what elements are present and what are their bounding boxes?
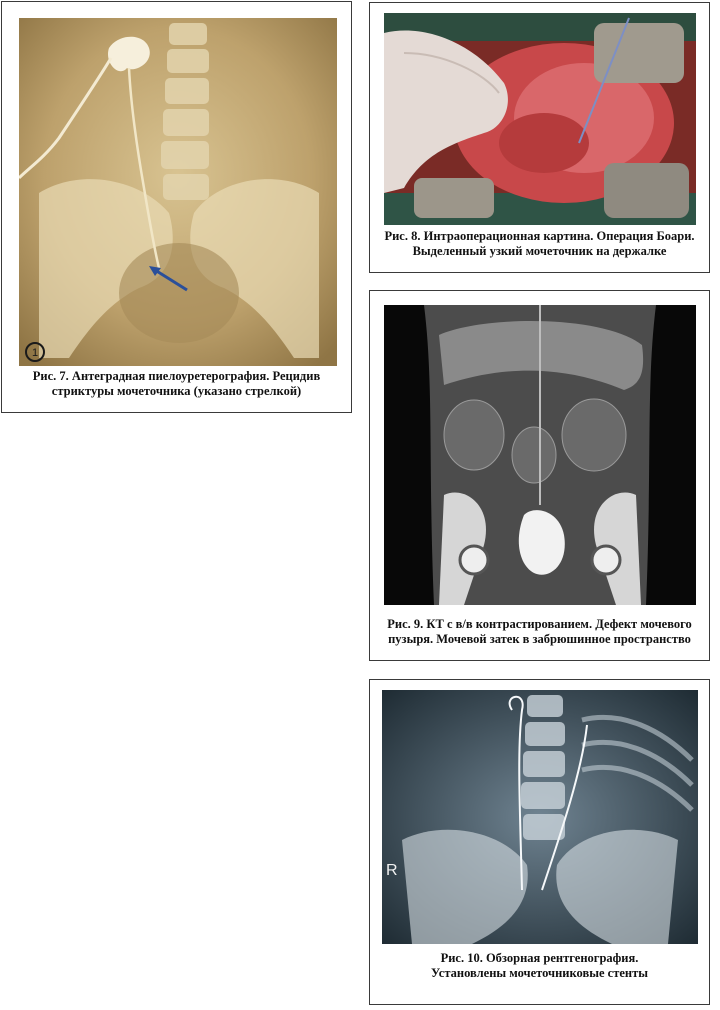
figure-7-xray-image (19, 18, 337, 366)
figure-7-caption-line-2: стриктуры мочеточника (указано стрелкой) (51, 384, 302, 398)
figure-10 (369, 679, 710, 1005)
figure-7-caption-line-1: Рис. 7. Антеградная пиелоуретерография. Рецидив (32, 369, 321, 383)
figure-9-caption-line-2: пузыря. Мочевой затек в забрюшинное пространство (388, 632, 691, 646)
figure-8-caption-line-2: Выделенный узкий мочеточник на держалке (412, 244, 667, 258)
figure-8-caption (370, 229, 709, 259)
figure-7-caption (2, 369, 351, 399)
figure-9-caption (370, 617, 709, 647)
figure-7 (1, 1, 352, 413)
figure-10-caption-line-2: Установлены мочеточниковые стенты (430, 966, 649, 980)
figure-8-caption-line-1: Рис. 8. Интраоперационная картина. Операция Боари. (384, 229, 695, 243)
figure-10-image-marker: R (386, 862, 398, 879)
figure-9 (369, 290, 710, 661)
figure-7-image-marker: 1 (31, 347, 39, 359)
figure-8-surgery-photo (384, 13, 696, 225)
figure-10-caption-line-1: Рис. 10. Обзорная рентгенография. (440, 951, 639, 965)
figure-8 (369, 2, 710, 273)
figure-10-caption (370, 951, 709, 981)
figure-10-xray-image (382, 690, 698, 944)
figure-9-ct-image (384, 305, 696, 605)
figure-9-caption-line-1: Рис. 9. КТ с в/в контрастированием. Дефект мочевого (387, 617, 692, 631)
